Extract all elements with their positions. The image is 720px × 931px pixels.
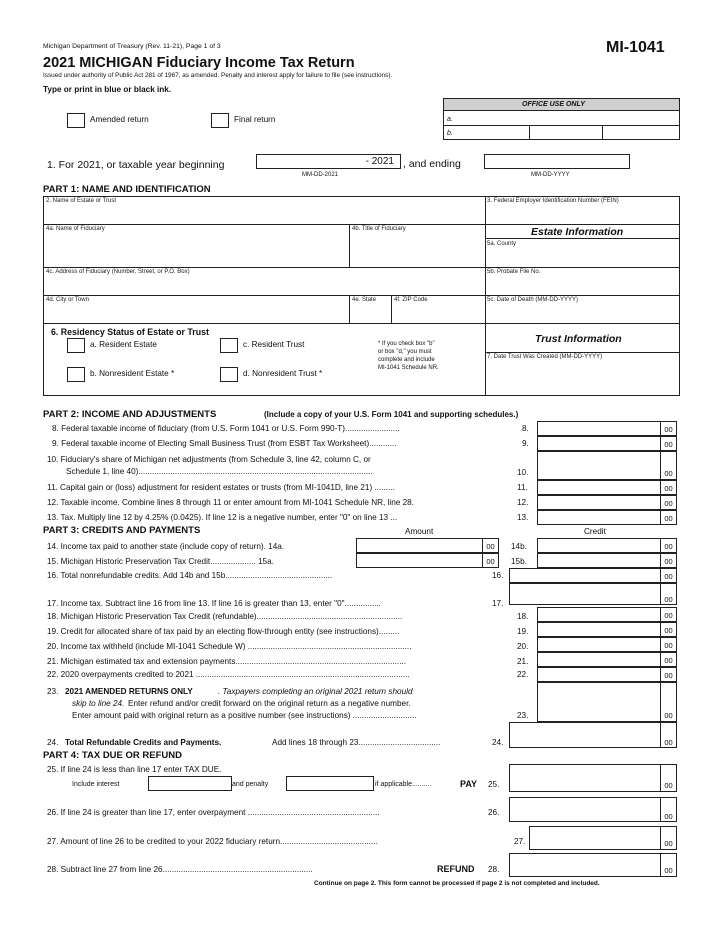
line-24-rest: Add lines 18 through 23....................................: [272, 738, 441, 747]
line-13-amount[interactable]: [537, 510, 677, 525]
line-20-cents: 00: [660, 638, 676, 651]
line-20-amount[interactable]: [537, 637, 677, 652]
state-label: 4e. State: [352, 297, 377, 303]
continue-footer: Continue on page 2. This form cannot be processed if page 2 is not completed and included.: [314, 880, 600, 887]
year-begin-input[interactable]: [256, 154, 401, 169]
line-22-number: 22.: [517, 670, 529, 679]
line-21-amount[interactable]: [537, 652, 677, 667]
residency-status-label: 6. Residency Status of Estate or Trust: [51, 327, 209, 337]
line-26-number: 26.: [488, 808, 500, 817]
dept-line: Michigan Department of Treasury (Rev. 11-21), Page 1 of 3: [43, 43, 221, 50]
line-20-number: 20.: [517, 642, 529, 651]
line-12-amount[interactable]: [537, 495, 677, 510]
line-25-cents: 00: [660, 765, 676, 791]
line-10-cents: 00: [660, 452, 676, 479]
refund-label: REFUND: [437, 864, 475, 874]
line-25-label: 25. If line 24 is less than line 17 enter TAX DUE.: [47, 765, 222, 774]
line-13-cents: 00: [660, 511, 676, 524]
trust-info-heading: Trust Information: [535, 333, 622, 345]
line-25-number: 25.: [488, 780, 500, 789]
line-14-label: 14. Income tax paid to another state (include copy of return). 14a.: [47, 542, 285, 551]
line-10-label-cont: Schedule 1, line 40).......................................................................................................: [66, 467, 373, 476]
line-9-cents: 00: [660, 437, 676, 450]
line-16-amount[interactable]: [509, 568, 677, 583]
line-23-italic: . Taxpayers completing an original 2021 return should: [218, 687, 413, 696]
line-21-label: 21. Michigan estimated tax and extension payments...........................................................................: [47, 657, 407, 666]
line-23-num: 23.: [47, 687, 59, 696]
line-11-amount[interactable]: [537, 480, 677, 495]
schedule-nr-note-4: MI-1041 Schedule NR.: [378, 365, 439, 371]
fiduciary-address-field[interactable]: [44, 276, 482, 293]
line-11-cents: 00: [660, 481, 676, 494]
fiduciary-address-label: 4c. Address of Fiduciary (Number, Street, or P.O. Box): [46, 269, 190, 275]
trust-created-field[interactable]: [486, 361, 678, 394]
resident-trust-checkbox[interactable]: [220, 338, 238, 353]
line-14a-amount[interactable]: [356, 538, 499, 553]
line-26-amount[interactable]: [509, 797, 677, 822]
line-23-cents: 00: [660, 683, 676, 721]
line-14b-number: 14b.: [511, 542, 527, 551]
line-15a-amount[interactable]: [356, 553, 499, 568]
part2-subtitle: (Include a copy of your U.S. Form 1041 and supporting schedules.): [264, 410, 519, 419]
line-21-cents: 00: [660, 653, 676, 666]
line-15-label: 15. Michigan Historic Preservation Tax Credit.................... 15a.: [47, 557, 274, 566]
ink-note: Type or print in blue or black ink.: [43, 85, 172, 94]
if-applicable-label: if applicable..........: [375, 781, 432, 788]
line-15b-cents: 00: [660, 554, 676, 567]
year-begin-suffix: - 2021: [365, 156, 394, 167]
line1-label: 1. For 2021, or taxable year beginning: [47, 159, 225, 171]
zip-field[interactable]: [392, 304, 482, 321]
line-17-cents: 00: [660, 584, 676, 604]
schedule-nr-note-3: complete and include: [378, 357, 435, 363]
amount-column-header: Amount: [405, 527, 434, 536]
line-19-number: 19.: [517, 627, 529, 636]
line-14a-cents: 00: [482, 539, 498, 552]
estate-info-heading: Estate Information: [531, 226, 624, 238]
final-return-checkbox[interactable]: [211, 113, 229, 128]
and-penalty-label: and penalty: [232, 781, 269, 788]
line-27-label: 27. Amount of line 26 to be credited to your 2022 fiduciary return...........................................: [47, 837, 378, 846]
part3-title: PART 3: CREDITS AND PAYMENTS: [43, 525, 201, 536]
resident-estate-label: a. Resident Estate: [90, 340, 157, 349]
line-8-label: 8. Federal taxable income of fiduciary (from U.S. Form 1041 or U.S. Form 990-T)........................: [52, 424, 400, 433]
and-ending-label: , and ending: [403, 158, 461, 170]
line-15a-cents: 00: [482, 554, 498, 567]
office-b-label: b.: [447, 130, 453, 137]
date-of-death-label: 5c. Date of Death (MM-DD-YYYY): [487, 297, 579, 303]
probate-file-label: 5b. Probate File No.: [487, 269, 541, 275]
line-19-cents: 00: [660, 623, 676, 636]
city-field[interactable]: [44, 304, 346, 321]
line-24-cents: 00: [660, 723, 676, 747]
line-23-amount[interactable]: [537, 682, 677, 722]
line-12-cents: 00: [660, 496, 676, 509]
line-26-label: 26. If line 24 is greater than line 17, enter overpayment ..........................................................: [47, 808, 380, 817]
fiduciary-name-label: 4a. Name of Fiduciary: [46, 226, 105, 232]
line-16-cents: 00: [660, 569, 676, 582]
date-of-death-field[interactable]: [486, 304, 678, 321]
line-16-label: 16. Total nonrefundable credits. Add 14b and 15b...............................................: [47, 571, 333, 580]
line-11-number: 11.: [517, 483, 528, 492]
pay-label: PAY: [460, 779, 478, 789]
office-use-title: OFFICE USE ONLY: [522, 101, 585, 108]
county-field[interactable]: [486, 248, 678, 265]
part4-title: PART 4: TAX DUE OR REFUND: [43, 750, 182, 761]
schedule-nr-note-1: * If you check box "b": [378, 341, 435, 347]
include-interest-label: Include interest: [72, 781, 120, 788]
amended-return-label: Amended return: [90, 115, 149, 124]
line-28-label: 28. Subtract line 27 from line 26..................................................................: [47, 865, 313, 874]
line-17-label: 17. Income tax. Subtract line 16 from line 13. If line 16 is greater than 13, enter "0"................: [47, 599, 381, 608]
nonresident-trust-checkbox[interactable]: [220, 367, 238, 382]
line-18-cents: 00: [660, 608, 676, 621]
line-23-number: 23.: [517, 711, 529, 720]
credit-column-header: Credit: [584, 527, 606, 536]
line-15b-amount[interactable]: [537, 553, 677, 568]
line-18-amount[interactable]: [537, 607, 677, 622]
line-22-amount[interactable]: [537, 667, 677, 682]
line-14b-amount[interactable]: [537, 538, 677, 553]
final-return-label: Final return: [234, 115, 276, 124]
form-title: 2021 MICHIGAN Fiduciary Income Tax Return: [43, 55, 355, 71]
issued-authority: Issued under authority of Public Act 281 of 1967, as amended. Penalty and interest apply for failure to file (see instructions).: [43, 72, 393, 79]
form-id: MI-1041: [606, 39, 665, 56]
fein-label: 3. Federal Employer Identification Number (FEIN): [487, 198, 619, 204]
penalty-input[interactable]: [286, 776, 374, 791]
line-14b-cents: 00: [660, 539, 676, 552]
year-end-input[interactable]: [484, 154, 630, 169]
office-use-box: [443, 98, 680, 140]
fiduciary-title-field[interactable]: [350, 233, 482, 265]
line-24-num: 24.: [47, 738, 59, 747]
resident-estate-checkbox[interactable]: [67, 338, 85, 353]
line-18-label: 18. Michigan Historic Preservation Tax Credit (refundable)................................................................: [47, 612, 403, 621]
line-15b-number: 15b.: [511, 557, 527, 566]
line-23-rest: Enter refund and/or credit forward on the original return as a negative number.: [128, 699, 411, 708]
line-17-amount[interactable]: [509, 583, 677, 605]
line-13-number: 13.: [517, 513, 529, 522]
line-10-label: 10. Fiduciary's share of Michigan net adjustments (from Schedule 3, line 42, column C, or: [47, 455, 371, 464]
probate-file-field[interactable]: [486, 276, 678, 293]
line-8-amount[interactable]: [537, 421, 677, 436]
line-18-number: 18.: [517, 612, 529, 621]
nonresident-estate-checkbox[interactable]: [67, 367, 85, 382]
line-26-cents: 00: [660, 798, 676, 821]
line-23-line3: Enter amount paid with original return as a positive number (see instructions) ............................: [72, 711, 417, 720]
line-28-amount[interactable]: [509, 853, 677, 877]
interest-input[interactable]: [148, 776, 232, 791]
nonresident-trust-label: d. Nonresident Trust *: [243, 369, 323, 378]
line-12-number: 12.: [517, 498, 529, 507]
end-format-hint: MM-DD-YYYY: [531, 172, 570, 178]
city-label: 4d. City or Town: [46, 297, 89, 303]
line-8-cents: 00: [660, 422, 676, 435]
line-21-number: 21.: [517, 657, 529, 666]
line-24-amount[interactable]: [509, 722, 677, 748]
line-9-number: 9.: [522, 439, 529, 448]
line-19-label: 19. Credit for allocated share of tax paid by an electing flow-through entity (see instructions).........: [47, 627, 400, 636]
line-28-number: 28.: [488, 865, 500, 874]
estate-name-label: 2. Name of Estate or Trust: [46, 198, 117, 204]
line-23-heading: 2021 AMENDED RETURNS ONLY: [65, 687, 193, 696]
fiduciary-title-label: 4b. Title of Fiduciary: [352, 226, 406, 232]
line-22-cents: 00: [660, 668, 676, 681]
begin-format-hint: MM-DD-2021: [302, 172, 339, 178]
county-label: 5a. County: [487, 241, 517, 247]
line-11-label: 11. Capital gain or (loss) adjustment for resident estates or trusts (from MI-1041D, line 21) .........: [47, 483, 395, 492]
line-8-number: 8.: [522, 424, 529, 433]
line-19-amount[interactable]: [537, 622, 677, 637]
line-23-skip: skip to line 24.: [72, 699, 125, 708]
line-20-label: 20. Income tax withheld (include MI-1041 Schedule W) ........................................................................: [47, 642, 412, 651]
line-10-amount[interactable]: [537, 451, 677, 480]
schedule-nr-note-2: or box "d," you must: [378, 349, 432, 355]
line-25-amount[interactable]: [509, 764, 677, 792]
estate-name-field[interactable]: [44, 205, 482, 222]
line-13-label: 13. Tax. Multiply line 12 by 4.25% (0.0425). If line 12 is a negative number, enter "0" on line 13 ...: [47, 513, 398, 522]
line-16-number: 16.: [492, 571, 504, 580]
zip-label: 4f. ZIP Code: [394, 297, 428, 303]
fiduciary-name-field[interactable]: [44, 233, 346, 265]
line-9-label: 9. Federal taxable income of Electing Small Business Trust (from ESBT Tax Worksheet)............: [52, 439, 397, 448]
line-27-cents: 00: [660, 827, 676, 849]
line-12-label: 12. Taxable income. Combine lines 8 through 11 or enter amount from MI-1041 Schedule NR, line 28.: [47, 498, 414, 507]
resident-trust-label: c. Resident Trust: [243, 340, 305, 349]
line-17-number: 17.: [492, 599, 504, 608]
line-22-label: 22. 2020 overpayments credited to 2021 ..............................................................................................: [47, 670, 410, 679]
amended-return-checkbox[interactable]: [67, 113, 85, 128]
state-field[interactable]: [350, 304, 388, 321]
line-27-amount[interactable]: [529, 826, 677, 850]
part2-title: PART 2: INCOME AND ADJUSTMENTS: [43, 409, 217, 420]
line-24-number: 24.: [492, 738, 504, 747]
nonresident-estate-label: b. Nonresident Estate *: [90, 369, 175, 378]
line-10-number: 10.: [517, 468, 529, 477]
office-a-label: a.: [447, 116, 453, 123]
line-9-amount[interactable]: [537, 436, 677, 451]
line-24-heading: Total Refundable Credits and Payments.: [65, 738, 222, 747]
part1-title: PART 1: NAME AND IDENTIFICATION: [43, 184, 211, 195]
fein-field[interactable]: [486, 205, 678, 222]
trust-created-label: 7. Date Trust Was Created (MM-DD-YYYY): [487, 354, 603, 360]
line-27-number: 27.: [514, 837, 526, 846]
line-28-cents: 00: [660, 854, 676, 876]
